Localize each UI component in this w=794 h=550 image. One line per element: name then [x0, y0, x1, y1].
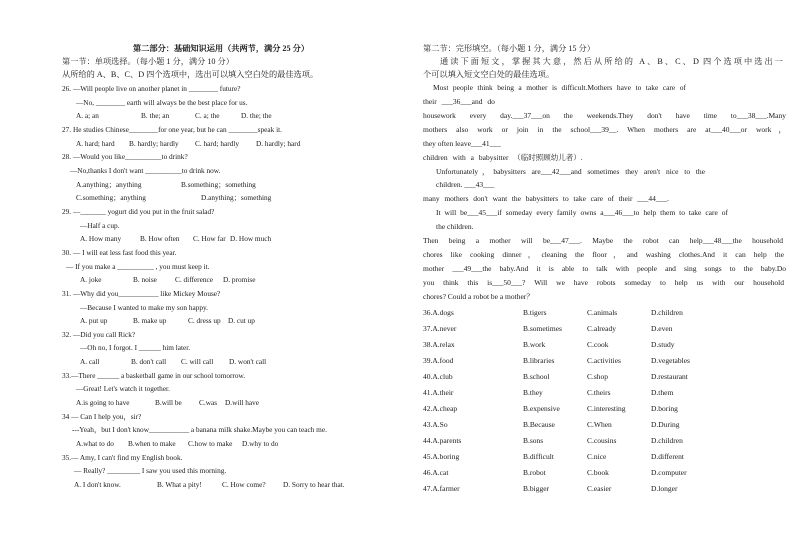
passage-line: they often leave___41___ — [423, 138, 501, 148]
q30-option-a: A. joke — [80, 275, 102, 285]
section2-heading: 第二节：完形填空。（每小题 1 分，满分 15 分） — [423, 44, 595, 53]
q33-option-d: D.will have — [225, 398, 260, 408]
passage-line: Unfortunately，babysitters are___42___and sometimes they aren't nice to the — [436, 166, 705, 176]
q39-option-b: B.libraries — [523, 356, 555, 365]
q47-option-a: 47.A.farmer — [423, 484, 460, 493]
q34-stem: 34 — Can I help you，sir? — [62, 411, 142, 421]
cloze-passage — [423, 81, 789, 304]
q38-option-a: 38.A.relax — [423, 340, 455, 349]
passage-line: Most people think being a mother is difficult.Mothers have to take care of — [433, 83, 686, 92]
q28-reply: —No,thanks I don't want __________to drink now. — [70, 165, 221, 175]
q41-option-d: D.them — [651, 388, 674, 397]
q31-option-c: C. dress up — [188, 316, 221, 326]
q35-option-a: A. I don't know. — [74, 480, 121, 490]
q36-option-b: B.tigers — [523, 308, 547, 317]
q29-stem: 29. —_______ yogurt did you put in the fruit salad? — [62, 206, 215, 216]
q35-option-b: B. What a pity! — [157, 480, 202, 490]
q32-option-b: B. don't call — [131, 357, 167, 367]
q38-option-b: B.work — [523, 340, 546, 349]
q34-option-b: B.when to make — [128, 439, 176, 449]
q27-option-a: A. hard; hard — [76, 138, 115, 148]
q39-option-a: 39.A.food — [423, 356, 454, 365]
section1-instruction: 从所给的 A、B、C、D 四个选项中，选出可以填入空白处的最佳选项。 — [62, 70, 319, 79]
q37-option-b: B.sometimes — [523, 324, 562, 333]
q43-option-c: C.When — [587, 420, 612, 429]
q29-reply: —Half a cup. — [80, 220, 120, 230]
q42-option-c: C.interesting — [587, 404, 626, 413]
q30-options — [62, 273, 384, 287]
q31-option-d: D. cut up — [228, 316, 255, 326]
q33-stem: 33.—There ______ a basketball game in our school tomorrow. — [62, 370, 246, 380]
q45-option-a: 45.A.boring — [423, 452, 460, 461]
q34-option-c: C.how to make — [188, 439, 233, 449]
q33-option-c: C.was — [199, 398, 218, 408]
q43-option-b: B.Because — [523, 420, 555, 429]
q44-option-d: D.children — [651, 436, 683, 445]
q45-option-d: D.different — [651, 452, 684, 461]
q30-option-c: C. difference — [175, 275, 213, 285]
q29-option-c: C. How far — [193, 234, 226, 244]
q34-option-a: A.what to do — [76, 439, 114, 449]
q26-options — [62, 109, 384, 123]
q37-option-d: D.even — [651, 324, 673, 333]
cloze-options-table — [423, 305, 751, 497]
passage-line: their ___36___and do — [423, 96, 495, 106]
q37-option-c: C.already — [587, 324, 616, 333]
passage-line: Then being a mother will be___47___. Maybe the robot can help___48___the household — [423, 236, 783, 246]
q39-option-d: D.vegetables — [651, 356, 690, 365]
q29-options — [62, 232, 384, 246]
q34-reply: ---Yeah，but I don't know___________ a banana milk shake.Maybe you can teach me. — [72, 425, 327, 435]
q40-option-a: 40.A.club — [423, 372, 453, 381]
q38-option-c: C.cook — [587, 340, 609, 349]
q28-options-row2 — [62, 191, 384, 205]
q31-options — [62, 314, 384, 328]
q43-option-a: 43.A.So — [423, 420, 448, 429]
q28-option-b: B.something；something — [181, 179, 256, 189]
q32-option-c: C. will call — [181, 357, 214, 367]
passage-line: the children. — [436, 222, 474, 232]
q47-option-d: D.longer — [651, 484, 678, 493]
passage-line: chores? Could a robot be a mother？ — [423, 291, 534, 301]
q28-stem: 28. —Would you like__________to drink? — [62, 152, 188, 162]
section2-instruction-line1: 通读下面短文，掌握其大意，然后从所给的 A、B、C、D 四个选项中选出一 — [440, 57, 783, 66]
q36-option-d: D.children — [651, 308, 683, 317]
q28-options-row1 — [62, 178, 384, 192]
q41-option-a: 41.A.their — [423, 388, 454, 397]
q29-option-d: D. How much — [230, 234, 272, 244]
q31-option-b: B. make up — [133, 316, 167, 326]
passage-line: you think this is___50___? Will we have robots someday to help us with our household — [423, 277, 784, 287]
q40-option-b: B.school — [523, 372, 550, 381]
multiple-choice-questions — [62, 82, 384, 492]
q35-option-c: C. How come? — [222, 480, 266, 490]
passage-line: mothers also work or join in the school___39__. When mothers are at___40___or work， — [423, 124, 786, 134]
q26-option-c: C. a; the — [195, 111, 220, 121]
q46-option-c: C.book — [587, 468, 609, 477]
q37-option-a: 37.A.never — [423, 324, 457, 333]
q27-option-b: B. hardly; hardly — [129, 138, 179, 148]
q32-stem: 32. —Did you call Rick? — [62, 329, 136, 339]
passage-line: It will be___45___if someday every family owns a___46___to help them to take care of — [436, 208, 728, 218]
q27-stem: 27. He studies Chinese________for one year, but he can ________speak it. — [62, 124, 282, 134]
q26-option-a: A. a; an — [76, 111, 99, 121]
q39-option-c: C.activities — [587, 356, 621, 365]
q41-option-c: C.theirs — [587, 388, 611, 397]
passage-line: children. ___43___ — [436, 180, 495, 190]
q29-option-b: B. How often — [140, 234, 180, 244]
q28-option-c: C.something；anything — [76, 193, 146, 203]
q32-reply: —Oh no, I forgot. I ______ him later. — [80, 343, 191, 353]
q34-option-d: D.why to do — [242, 439, 279, 449]
q33-options — [62, 396, 384, 410]
q33-reply: —Great! Let's watch it together. — [76, 384, 170, 394]
q31-option-a: A. put up — [80, 316, 108, 326]
q32-option-a: A. call — [80, 357, 100, 367]
passage-line: many mothers don't want the babysitters to take care of their ___44___. — [423, 194, 669, 204]
q42-option-a: 42.A.cheap — [423, 404, 458, 413]
section2-instruction-line2: 个可以填入短文空白处的最佳选项。 — [423, 70, 555, 79]
q46-option-b: B.robot — [523, 468, 546, 477]
section1-heading: 第一节：单项选择。（每小题 1 分，满分 10 分） — [62, 57, 234, 66]
passage-line: housework every day.___37___on the weekends.They don't have time to___38___.Many — [423, 110, 786, 120]
q41-option-b: B.they — [523, 388, 543, 397]
q28-option-d: D.anything；something — [201, 193, 272, 203]
q33-option-a: A.is going to have — [76, 398, 130, 408]
q44-option-a: 44.A.parents — [423, 436, 462, 445]
q40-option-c: C.shop — [587, 372, 609, 381]
q44-option-c: C.cousins — [587, 436, 617, 445]
q29-option-a: A. How many — [80, 234, 122, 244]
q46-option-d: D.computer — [651, 468, 687, 477]
q43-option-d: D.During — [651, 420, 680, 429]
q36-option-c: C.animals — [587, 308, 618, 317]
q27-option-c: C. hard; hardly — [195, 138, 239, 148]
q38-option-d: D.study — [651, 340, 675, 349]
q26-option-d: D. the; the — [241, 111, 272, 121]
q35-option-d: D. Sorry to hear that. — [283, 480, 345, 490]
q40-option-d: D.restaurant — [651, 372, 688, 381]
q28-option-a: A.anything；anything — [76, 179, 142, 189]
passage-line: chores like cooking dinner，cleaning the floor，and washing clothes.And it can help the — [423, 250, 784, 260]
q31-reply: —Because I wanted to make my son happy. — [80, 302, 208, 312]
q47-option-c: C.easier — [587, 484, 612, 493]
q26-stem: 26. —Will people live on another planet in ________ future? — [62, 84, 241, 93]
q31-stem: 31. —Why did you___________ like Mickey Mouse? — [62, 288, 221, 298]
q44-option-b: B.sons — [523, 436, 544, 445]
passage-line: mother ___49___the baby.And it is able to talk with people and sing songs to the baby.Do — [423, 263, 786, 273]
q30-stem: 30. — I will eat less fast food this year. — [62, 247, 177, 257]
passage-line: children with a babysitter （临时照顾幼儿者）. — [423, 152, 583, 162]
q47-option-b: B.bigger — [523, 484, 550, 493]
q30-option-b: B. noise — [133, 275, 157, 285]
q35-reply: — Really? _________ I saw you used this morning. — [74, 466, 227, 476]
q27-option-d: D. hardly; hard — [256, 138, 301, 148]
q35-options — [62, 478, 384, 492]
q45-option-c: C.nice — [587, 452, 607, 461]
q42-option-b: B.expensive — [523, 404, 560, 413]
q35-stem: 35.— Amy, I can't find my English book. — [62, 452, 183, 462]
q32-options — [62, 355, 384, 369]
q45-option-b: B.difficult — [523, 452, 554, 461]
part-title: 第二部分：基础知识运用（共两节，满分 25 分） — [133, 44, 310, 53]
q32-option-d: D. won't call — [229, 357, 267, 367]
q33-option-b: B.will be — [155, 398, 182, 408]
q34-options — [62, 437, 384, 451]
q26-reply: —No, ________ earth will always be the best place for us. — [76, 97, 248, 107]
q46-option-a: 46.A.cat — [423, 468, 449, 477]
q30-option-d: D. promise — [223, 275, 256, 285]
q36-option-a: 36.A.dogs — [423, 308, 454, 317]
q30-reply: — If you make a __________ , you must keep it. — [66, 261, 210, 271]
q27-options — [62, 137, 384, 151]
q26-option-b: B. the; an — [141, 111, 170, 121]
q42-option-d: D.boring — [651, 404, 678, 413]
